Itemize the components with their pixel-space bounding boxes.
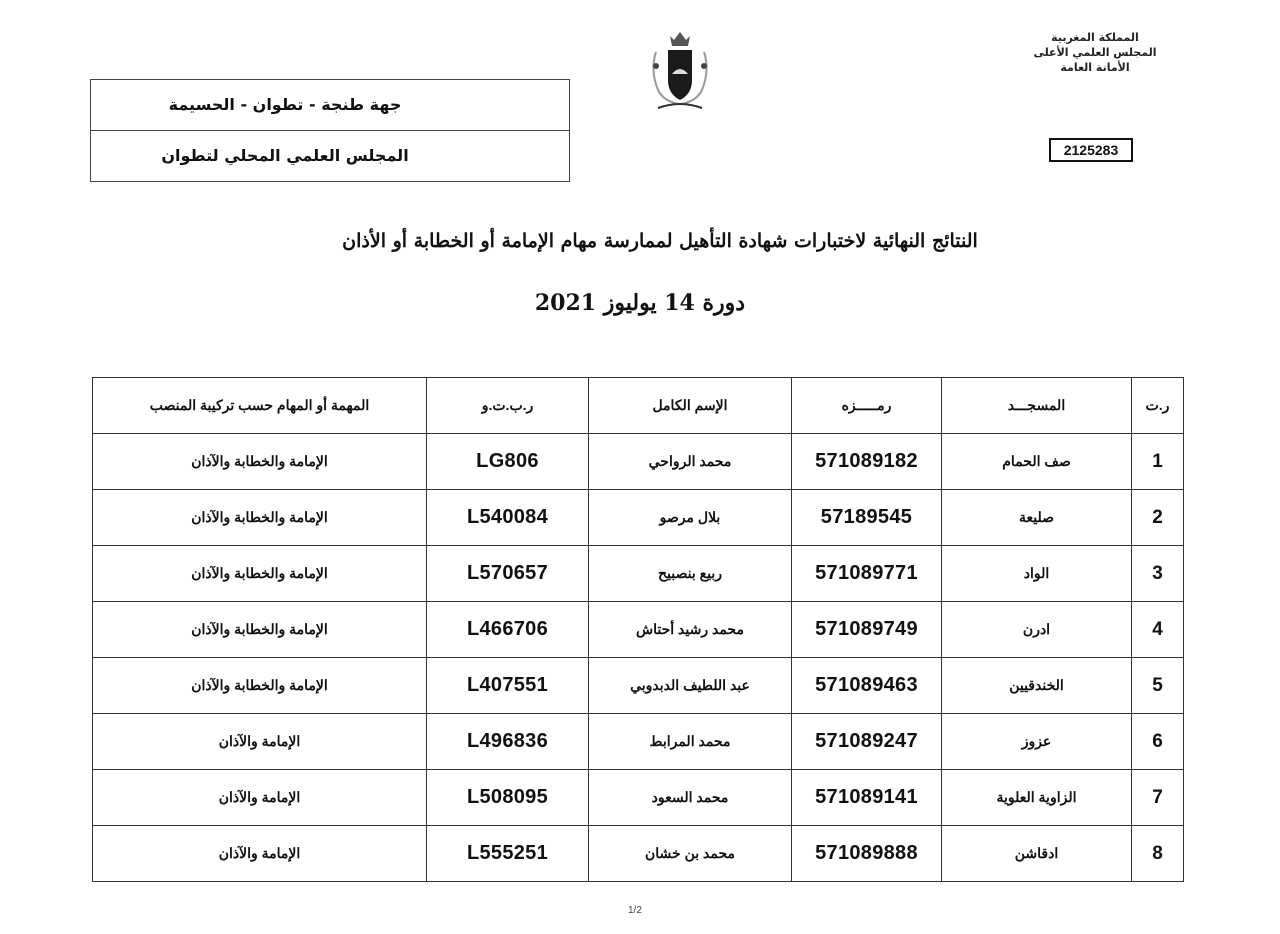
- table-row: [93, 490, 1184, 546]
- cell-mosque: ادرن: [942, 602, 1132, 658]
- cell-mosque: الزاوية العلوية: [942, 770, 1132, 826]
- cell-name: محمد المرابط: [589, 714, 792, 770]
- cell-task: الإمامة والآذان: [93, 714, 427, 770]
- cell-rank: 1: [1132, 434, 1184, 490]
- cell-code: 571089182: [792, 434, 942, 490]
- cell-code: 571089888: [792, 826, 942, 882]
- table-row: [93, 714, 1184, 770]
- cell-rank: 3: [1132, 546, 1184, 602]
- cell-rank: 2: [1132, 490, 1184, 546]
- cell-rank: 8: [1132, 826, 1184, 882]
- council-name: المجلس العلمي المحلي لتطوان: [161, 146, 409, 166]
- cell-task: الإمامة والخطابة والآذان: [93, 602, 427, 658]
- table-row: [93, 546, 1184, 602]
- cell-code: 571089463: [792, 658, 942, 714]
- ministry-header: [1010, 30, 1180, 75]
- table-row: [93, 658, 1184, 714]
- document-subtitle: دورة 14 يوليوز 2021: [534, 290, 746, 316]
- ministry-line: المملكة المغربية: [1051, 31, 1139, 44]
- column-header-code: رمـــــزه: [792, 378, 942, 434]
- results-table: [92, 377, 1184, 882]
- cell-id: L508095: [427, 770, 589, 826]
- cell-mosque: عزوز: [942, 714, 1132, 770]
- cell-name: ربيع بنصبيح: [589, 546, 792, 602]
- table-row: [93, 434, 1184, 490]
- cell-code: 571089247: [792, 714, 942, 770]
- reference-number: 2125283: [1049, 138, 1133, 162]
- table-header-row: [93, 378, 1184, 434]
- cell-rank: 5: [1132, 658, 1184, 714]
- ministry-line: المجلس العلمي الأعلى: [1033, 46, 1157, 59]
- region-box: [90, 79, 570, 182]
- morocco-coat-of-arms-icon: [644, 30, 716, 116]
- cell-rank: 4: [1132, 602, 1184, 658]
- cell-code: 571089771: [792, 546, 942, 602]
- cell-mosque: الخندقيين: [942, 658, 1132, 714]
- cell-name: محمد الرواحي: [589, 434, 792, 490]
- column-header-name: الإسم الكامل: [589, 378, 792, 434]
- cell-code: 571089141: [792, 770, 942, 826]
- cell-task: الإمامة والآذان: [93, 826, 427, 882]
- table-row: [93, 602, 1184, 658]
- cell-mosque: صف الحمام: [942, 434, 1132, 490]
- cell-rank: 6: [1132, 714, 1184, 770]
- document-title: النتائج النهائية لاختبارات شهادة التأهيل لممارسة مهام الإمامة أو الخطابة أو الأذان: [342, 230, 978, 252]
- column-header-rank: ر.ت: [1132, 378, 1184, 434]
- cell-id: L570657: [427, 546, 589, 602]
- ministry-line: الأمانة العامة: [1060, 61, 1130, 74]
- cell-mosque: ادقاشن: [942, 826, 1132, 882]
- cell-mosque: صليعة: [942, 490, 1132, 546]
- cell-name: محمد رشيد أحتاش: [589, 602, 792, 658]
- cell-id: L555251: [427, 826, 589, 882]
- column-header-mosque: المسجـــد: [942, 378, 1132, 434]
- cell-id: L407551: [427, 658, 589, 714]
- cell-rank: 7: [1132, 770, 1184, 826]
- table-row: [93, 826, 1184, 882]
- column-header-task: المهمة أو المهام حسب تركيبة المنصب: [93, 378, 427, 434]
- cell-task: الإمامة والخطابة والآذان: [93, 658, 427, 714]
- cell-task: الإمامة والخطابة والآذان: [93, 490, 427, 546]
- cell-name: عبد اللطيف الدبدوبي: [589, 658, 792, 714]
- cell-mosque: الواد: [942, 546, 1132, 602]
- cell-task: الإمامة والخطابة والآذان: [93, 434, 427, 490]
- region-name: جهة طنجة - تطوان - الحسيمة: [91, 80, 569, 131]
- cell-name: محمد بن خشان: [589, 826, 792, 882]
- cell-id: L540084: [427, 490, 589, 546]
- cell-name: محمد السعود: [589, 770, 792, 826]
- cell-id: L466706: [427, 602, 589, 658]
- cell-name: بلال مرصو: [589, 490, 792, 546]
- cell-task: الإمامة والخطابة والآذان: [93, 546, 427, 602]
- column-header-id: ر.ب.ت.و: [427, 378, 589, 434]
- page-number: 1/2: [628, 905, 642, 916]
- table-row: [93, 770, 1184, 826]
- cell-id: LG806: [427, 434, 589, 490]
- cell-code: 57189545: [792, 490, 942, 546]
- cell-id: L496836: [427, 714, 589, 770]
- cell-task: الإمامة والآذان: [93, 770, 427, 826]
- cell-code: 571089749: [792, 602, 942, 658]
